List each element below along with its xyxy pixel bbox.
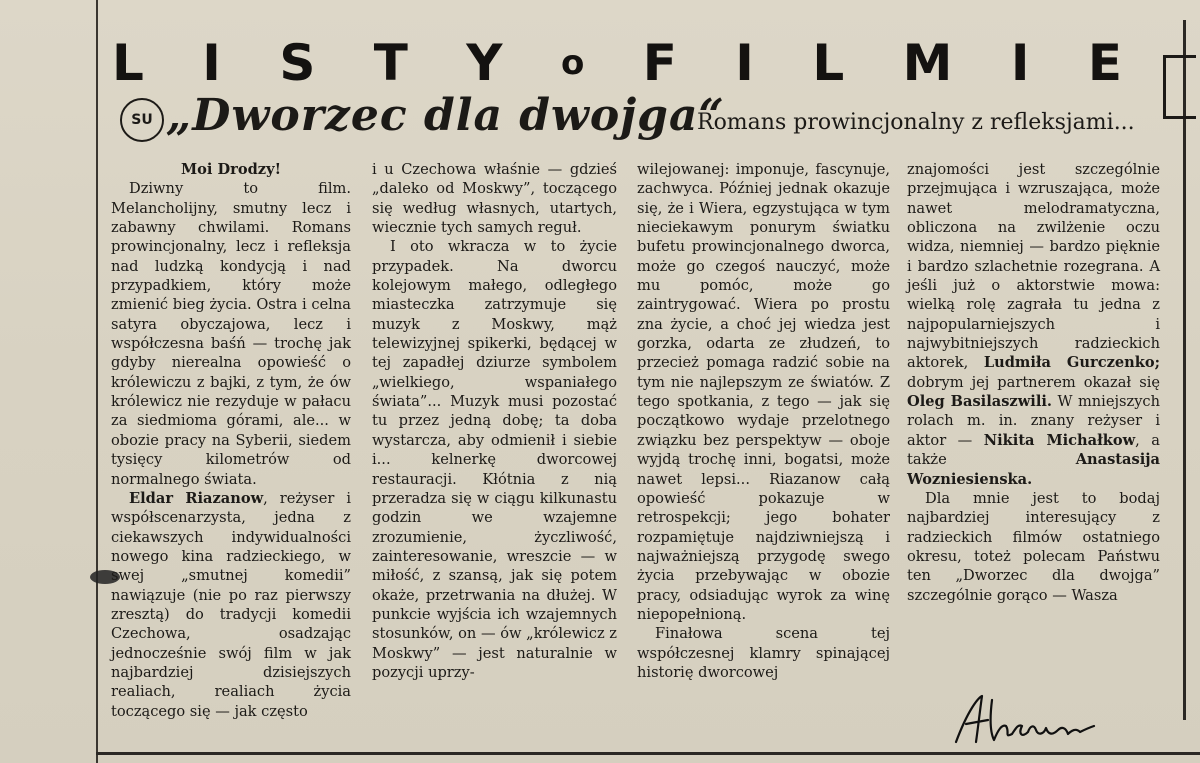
person-name: Anastasija Wozniesienska. [907,451,1160,488]
handwritten-signature [948,690,1098,750]
header-letter: Y [466,34,503,92]
greeting: Moi Drodzy! [181,161,281,178]
left-rule [96,0,98,763]
header-letter: L [112,34,144,92]
header-letter: o [560,43,585,83]
paragraph [111,489,351,721]
paragraph: i u Czechowa właśnie — gdzieś „daleko od Moskwy”, toczącego się według własnych, utartych, wiecznie tych samych reguł. [372,161,617,237]
header-letter: F [642,34,677,92]
person-name: Eldar Riazanow [129,489,264,507]
person-name: Ludmiła Gurczenko; [983,354,1160,372]
person-name: Nikita Michałkow [983,431,1136,449]
person-name: Oleg Basilaszwili. [907,393,1052,411]
column-2 [372,160,617,682]
header-letter: L [812,34,845,92]
article-title: „Dworzec dla dwojga“ [166,90,725,141]
header-letter: I [1010,34,1030,92]
paragraph: Finałowa scena tej współczesnej klamry spinającej historię dworcowej [637,625,890,681]
header-letter: E [1087,34,1122,92]
paragraph: I oto wkracza w to życie przypadek. Na dworcu kolejowym małego, odległego miasteczka zatrzymuje się muzyk z Moskwy, mąż telewizyjnej spikerki, będącej w tej zapadłej dziurze symbolem „wielkiego, wspaniałego świata”... Muzyk musi pozostać tu przez jedną dobę; ta doba wystarcza, aby odmienił i siebie i... kelnerkę dworcowej restauracji. Kłótnia z nią przeradza się w ciągu kilkunastu godzin we wzajemne zrozumienie, życzliwość, zainteresowanie, wreszcie — w miłość, z szansą, jak się potem okaże, przetrwania na dłużej. W punkcie wyjścia ich wzajemnych stosunków, on — ów „królewicz z Moskwy” — jest naturalnie w pozycji uprzy- [372,238,617,681]
paragraph-text: dobrym jej partnerem okazał się [907,373,1160,391]
paragraph: wilejowanej: imponuje, fascynuje, zachwyca. Później jednak okazuje się, że i Wiera, egzystująca w tym nieciekawym ponurym światku bufetu prowincjonalnego dworca, może go czegoś nauczyć, może mu pomóc, może go zaintrygować. Wiera po prostu zna życie, a choć jej wiedza jest gorzka, odarta ze złudzeń, to przecież pomaga radzić sobie na tym nie najlepszym ze światów. Z tego spotkania, z tego — jak się początkowo wydaje przelotnego związku bez perspektyw — oboje wyjdą trochę inni, bogatsi, może nawet lepsi... Riazanow całą opowieść pokazuje w retrospekcji; jego bohater rozpamiętuje najdziwniejszą i najważniejszą przygodę swego życia przebywając w obozie pracy, odsiadując wyrok za winę niepopełnioną. [637,161,890,623]
bottom-rule [96,752,1200,755]
header-letter: I [735,34,754,92]
paragraph-text: znajomości jest szczególnie przejmująca i wzruszająca, może nawet melodramatyczna, obliczona na zwilżenie oczu widza, niemniej — bardzo pięknie i bardzo szlachetnie rozegrana. A jeśli już o aktorstwie mowa: wielką rolę zagrała tu jedna z najpopularniejszych i najwybitniejszych radzieckich aktorek, [907,161,1160,372]
header-letter: I [202,34,221,92]
paragraph [907,160,1160,489]
right-corner-box [1163,55,1196,119]
column-4 [907,160,1160,605]
column-3 [637,160,890,682]
header-letter: M [902,34,953,92]
header-letter: S [279,34,316,92]
header-letter: T [373,34,408,92]
paragraph: Dla mnie jest to bodaj najbardziej interesujący z radzieckich filmów ostatniego okresu, toteż polecam Państwu ten „Dworzec dla dwojga” szczególnie gorąco — Wasza [907,489,1160,604]
section-header [112,34,1122,92]
paragraph-text: W mniejszych rolach m. in. znany reżyser i aktor — [907,393,1161,449]
right-rule [1183,20,1186,720]
author-badge: SU [120,98,164,142]
paragraph-text: , a także [907,431,1160,469]
column-1 [111,160,351,721]
article-subtitle: Romans prowincjonalny z refleksjami... [697,110,1135,135]
paragraph: Dziwny to film. Melancholijny, smutny lecz i zabawny chwilami. Romans prowincjonalny, lecz i refleksja nad ludzką kondycją i nad przypadkiem, który może zmienić bieg życia. Ostra i celna satyra obyczajowa, lecz i współczesna baśń — trochę jak gdyby nierealna opowieść o królewiczu z bajki, z tym, że ów królewicz nie rezyduje w pałacu za siedmioma górami, ale... w obozie pracy na Syberii, siedem tysięcy kilometrów od normalnego świata. [111,180,351,488]
paragraph-text: , reżyser i współscenarzysta, jedna z ciekawszych indywidualności nowego kina radzieckiego, w swej „smutnej komedii” nawiązuje (nie po raz pierwszy zresztą) do tradycji komedii Czechowa, osadzając jednocześnie swój film w jak najbardziej dzisiejszych realiach, realiach życia toczącego się — jak często [111,489,351,720]
